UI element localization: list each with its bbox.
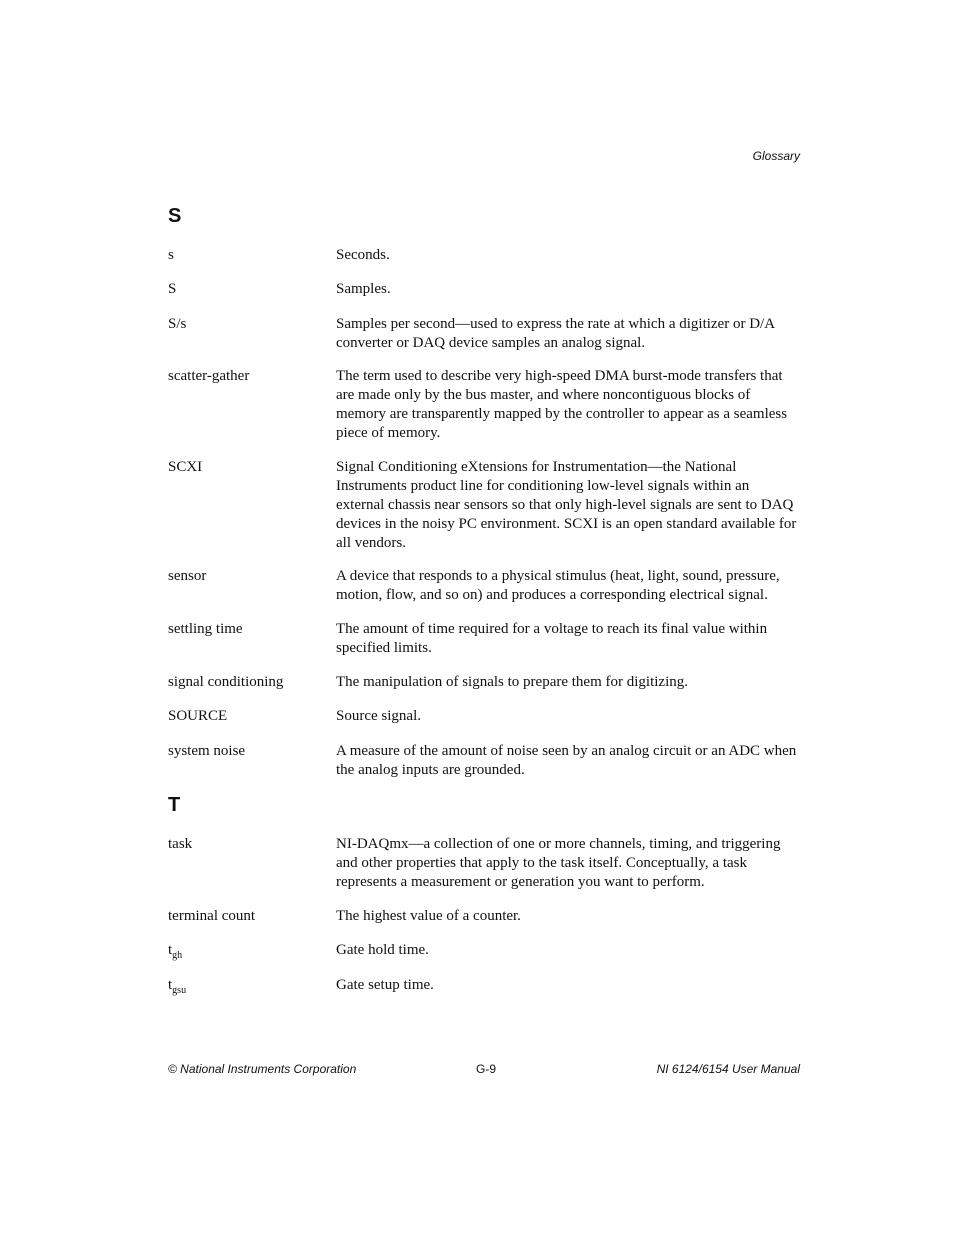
glossary-term: SCXI bbox=[168, 459, 203, 475]
glossary-definition: A device that responds to a physical stimulus (heat, light, sound, pressure, motion, flow, and so on) and produces a corresponding electrical signal. bbox=[336, 568, 780, 603]
term-subscript: gsu bbox=[172, 985, 187, 996]
glossary-term bbox=[168, 941, 328, 961]
term-base: t bbox=[168, 977, 173, 993]
glossary-term: S/s bbox=[168, 316, 187, 332]
glossary-term bbox=[168, 976, 328, 996]
glossary-definition: The highest value of a counter. bbox=[336, 908, 521, 924]
page-footer bbox=[168, 1062, 800, 1078]
glossary-definition: Source signal. bbox=[336, 708, 421, 724]
glossary-definition: Signal Conditioning eXtensions for Instrumentation—the National Instruments product line for conditioning low-level signals within an external chassis near sensors so that only high-level signals are sent to DAQ devices in the noisy PC environment. SCXI is an open standard available for all vendors. bbox=[336, 459, 797, 551]
glossary-term: S bbox=[168, 281, 177, 297]
glossary-definition: The amount of time required for a voltage to reach its final value within specified limits. bbox=[336, 621, 768, 656]
glossary-term: signal conditioning bbox=[168, 674, 284, 690]
footer-manual-title: NI 6124/6154 User Manual bbox=[656, 1062, 800, 1076]
glossary-definition: Gate hold time. bbox=[336, 942, 429, 958]
running-head: Glossary bbox=[752, 149, 800, 163]
glossary-definition: Samples per second—used to express the rate at which a digitizer or D/A converter or DAQ device samples an analog signal. bbox=[336, 316, 775, 351]
section-letter-t: T bbox=[168, 794, 181, 816]
glossary-term: SOURCE bbox=[168, 708, 228, 724]
glossary-term: task bbox=[168, 836, 193, 852]
glossary-term: scatter-gather bbox=[168, 368, 250, 384]
term-subscript: gh bbox=[172, 950, 183, 961]
page-number: G-9 bbox=[476, 1062, 497, 1076]
glossary-definition: Gate setup time. bbox=[336, 977, 434, 993]
glossary-definition: The manipulation of signals to prepare them for digitizing. bbox=[336, 674, 688, 690]
glossary-term: sensor bbox=[168, 568, 207, 584]
glossary-term: s bbox=[168, 247, 174, 263]
glossary-definition: The term used to describe very high-speed DMA burst-mode transfers that are made only by the bus master, and where noncontiguous blocks of memory are transparently mapped by the controller to appear as a seamless piece of memory. bbox=[336, 368, 788, 441]
glossary-definition: Seconds. bbox=[336, 247, 390, 263]
footer-copyright: © National Instruments Corporation bbox=[168, 1062, 357, 1076]
glossary-term: system noise bbox=[168, 743, 246, 759]
glossary-definition: NI-DAQmx—a collection of one or more channels, timing, and triggering and other properties that apply to the task itself. Conceptually, a task represents a measurement or generation you want to perform. bbox=[336, 836, 781, 890]
section-letter-s: S bbox=[168, 205, 182, 227]
glossary-term: settling time bbox=[168, 621, 243, 637]
glossary-definition: Samples. bbox=[336, 281, 391, 297]
glossary-definition: A measure of the amount of noise seen by an analog circuit or an ADC when the analog inputs are grounded. bbox=[336, 743, 797, 778]
term-base: t bbox=[168, 942, 173, 958]
glossary-term: terminal count bbox=[168, 908, 256, 924]
